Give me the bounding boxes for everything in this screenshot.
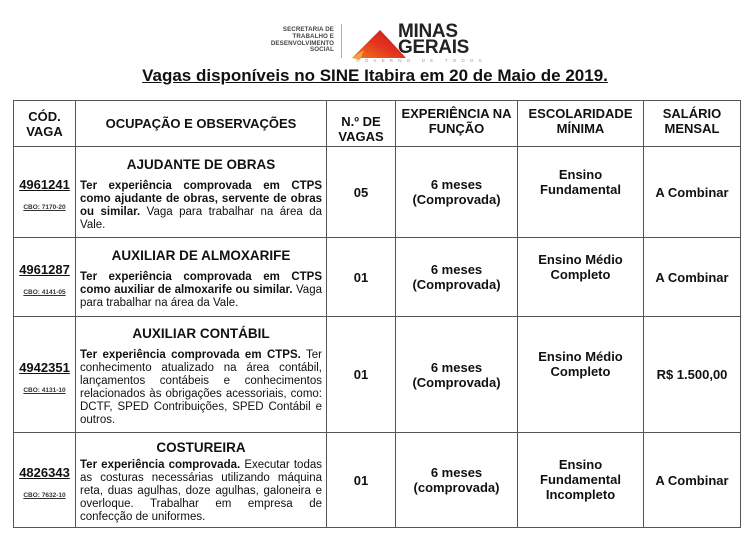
qty-cell: 01 (327, 317, 396, 433)
occupation-title: AUXILIAR CONTÁBIL (132, 326, 270, 341)
header-qty-line: VAGAS (338, 129, 384, 144)
secretaria-logo-text (268, 27, 334, 54)
header-qty (327, 101, 396, 147)
code-cell (14, 238, 76, 317)
logo-divider (341, 24, 342, 58)
header-education-line: ESCOLARIDADE (528, 106, 633, 121)
qty-cell: 05 (327, 147, 396, 238)
experience-cell (396, 317, 518, 433)
description-rest: Ter conhecimento atualizado na área contábil, lançamentos contábeis e conhecimentos relacionados às obrigações acessoriais, como: DCTF, SPED Contribuições, SPED Contábil e outros. (80, 349, 323, 426)
education-line: Ensino Médio (538, 252, 623, 267)
experience-cell (396, 433, 518, 528)
experience-line: 6 meses (430, 177, 483, 192)
description-bold: Ter experiência comprovada em CTPS como ajudante de obras, servente de obras ou similar. (80, 179, 322, 218)
occupation-description (80, 459, 322, 524)
occupation-cell (76, 238, 327, 317)
cbo-code: CBO: 7632-10 (23, 492, 66, 499)
experience-cell (396, 147, 518, 238)
experience-line: (Comprovada) (412, 192, 501, 207)
education-line: Completo (550, 267, 611, 282)
description-bold: Ter experiência comprovada em CTPS como auxiliar de almoxarife ou similar. (80, 271, 322, 296)
table-row (14, 433, 741, 528)
description-rest: Vaga para trabalhar na área da Vale. (80, 284, 322, 309)
header-code (14, 101, 76, 147)
experience-line: 6 meses (430, 465, 483, 480)
description-rest: Vaga para trabalhar na área da Vale. (80, 205, 322, 231)
occupation-description (80, 180, 322, 232)
occupation-title: AJUDANTE DE OBRAS (126, 156, 276, 172)
secretaria-line: SECRETARIA DE (282, 26, 334, 33)
experience-line: 6 meses (430, 359, 483, 375)
header-experience-line: EXPERIÊNCIA NA (401, 106, 512, 121)
occupation-title: COSTUREIRA (156, 440, 246, 455)
header-salary-line: SALÁRIO (662, 106, 722, 121)
description-bold: Ter experiência comprovada em CTPS. (80, 349, 301, 361)
salary-cell: R$ 1.500,00 (644, 317, 741, 433)
vacancy-code: 4942351 (19, 359, 70, 375)
education-line: Ensino (558, 457, 603, 472)
page-title: Vagas disponíveis no SINE Itabira em 20 de Maio de 2019. (142, 66, 608, 85)
cbo-code: CBO: 4131-10 (23, 386, 66, 394)
description-rest: Executar todas as costuras necessárias utilizando máquina reta, duas agulhas, doze agulhas, galoneira e overloque. Trabalhar em empresa de confecção de uniformes. (80, 459, 322, 523)
secretaria-line: DESENVOLVIMENTO (270, 39, 334, 47)
table-header-row (14, 101, 741, 147)
brand-line-2: GERAIS (398, 37, 470, 58)
code-cell (14, 147, 76, 238)
header-salary (644, 101, 741, 147)
education-line: Fundamental (540, 182, 621, 197)
cbo-code: CBO: 7170-20 (23, 204, 66, 211)
secretaria-line: TRABALHO E (292, 32, 334, 40)
header-education-line: MÍNIMA (556, 121, 605, 136)
education-cell (518, 433, 644, 528)
job-vacancies-table (13, 100, 741, 528)
vacancy-code: 4961287 (19, 262, 70, 277)
education-cell (518, 238, 644, 317)
occupation-cell (76, 147, 327, 238)
experience-line: 6 meses (430, 262, 483, 277)
table-row (14, 147, 741, 238)
header-education (518, 101, 644, 147)
experience-line: (comprovada) (413, 480, 500, 495)
secretaria-line: SOCIAL (310, 46, 334, 54)
qty-cell: 01 (327, 433, 396, 528)
salary-cell: A Combinar (644, 238, 741, 317)
header-code-line: VAGA (26, 123, 63, 139)
header-code-line: CÓD. (28, 108, 61, 124)
occupation-cell (76, 317, 327, 433)
code-cell (14, 433, 76, 528)
experience-line: (Comprovada) (412, 374, 501, 390)
education-line: Ensino (558, 167, 603, 182)
vacancy-code: 4826343 (19, 465, 70, 480)
header-qty-line: N.º DE (341, 114, 381, 129)
header-experience (396, 101, 518, 147)
salary-cell: A Combinar (644, 147, 741, 238)
description-bold: Ter experiência comprovada. (80, 459, 241, 471)
occupation-title: AUXILIAR DE ALMOXARIFE (111, 248, 291, 263)
code-cell (14, 317, 76, 433)
salary-cell: A Combinar (644, 433, 741, 528)
brand-line-1: MINAS (398, 21, 458, 42)
occupation-description (80, 271, 322, 310)
occupation-cell (76, 433, 327, 528)
qty-cell: 01 (327, 238, 396, 317)
education-cell (518, 147, 644, 238)
vacancy-code: 4961241 (19, 177, 70, 192)
header-occupation: OCUPAÇÃO E OBSERVAÇÕES (76, 101, 327, 147)
education-line: Ensino Médio (538, 349, 623, 364)
minas-gerais-wordmark (398, 21, 470, 58)
table-row (14, 317, 741, 433)
education-cell (518, 317, 644, 433)
education-line: Fundamental (540, 472, 621, 487)
header-salary-line: MENSAL (664, 121, 720, 136)
cbo-code: CBO: 4141-05 (23, 289, 66, 296)
brand-tagline: GOVERNO DE TODOS (356, 58, 487, 63)
header-logos (0, 14, 750, 64)
education-line: Incompleto (545, 487, 616, 502)
table-row (14, 238, 741, 317)
experience-line: (Comprovada) (412, 277, 501, 292)
occupation-description (80, 349, 322, 427)
experience-cell (396, 238, 518, 317)
education-line: Completo (550, 364, 611, 379)
header-experience-line: FUNÇÃO (428, 121, 485, 136)
